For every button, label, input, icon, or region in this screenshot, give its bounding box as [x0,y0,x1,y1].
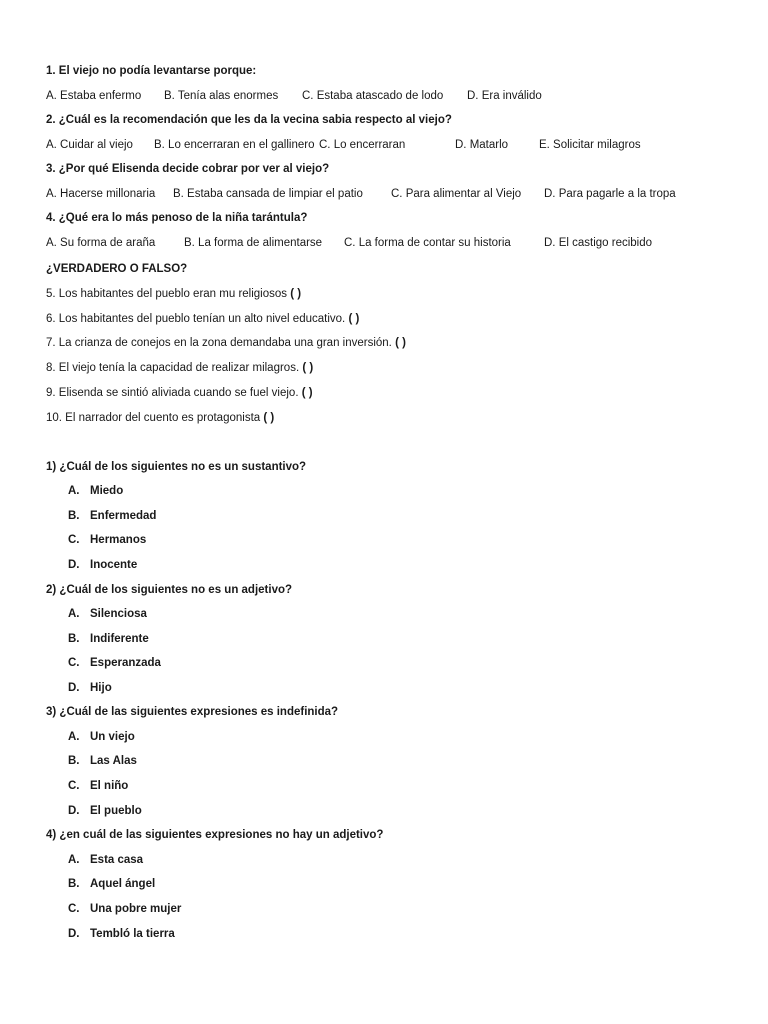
option-text: Inocente [90,559,138,571]
tf-item [46,385,313,401]
option: D. Para pagarle a la tropa [544,188,676,200]
option-letter: B. [68,878,80,890]
option-letter: D. [68,559,80,571]
option: B. La forma de alimentarse [184,237,323,249]
option: B. Lo encerraran en el gallinero [154,139,315,151]
list-item [68,852,143,868]
answer-blank[interactable]: ( ) [395,337,406,349]
option: E. Solicitar milagros [539,139,641,151]
option-letter: B. [68,755,80,767]
option-letter: D. [68,928,80,940]
option: B. Tenía alas enormes [164,90,279,102]
option-letter: D. [68,805,80,817]
grammar-question-2: 2) ¿Cuál de los siguientes no es un adjetivo? [46,584,293,596]
tf-item-text: 6. Los habitantes del pueblo tenían un alto nivel educativo. [46,313,346,325]
question-2: 2. ¿Cuál es la recomendación que les da la vecina sabia respecto al viejo? [46,114,452,126]
true-false-heading: ¿VERDADERO O FALSO? [46,263,188,275]
option-letter: B. [68,510,80,522]
answer-blank[interactable]: ( ) [301,387,313,399]
tf-item-text: 5. Los habitantes del pueblo eran mu religiosos [46,288,288,300]
list-item [68,901,181,917]
list-item [68,606,147,622]
option-letter: A. [68,731,80,743]
option-text: Miedo [90,485,124,497]
list-item [68,876,155,892]
option-letter: D. [68,682,80,694]
list-item [68,753,137,769]
question-3: 3. ¿Por qué Elisenda decide cobrar por ver al viejo? [46,163,330,175]
list-item [68,483,123,499]
tf-item [46,360,313,376]
tf-item-text: 8. El viejo tenía la capacidad de realizar milagros. [46,362,300,374]
list-item [68,508,156,524]
list-item [68,803,142,819]
option-text: Hermanos [90,534,147,546]
tf-item [46,311,359,327]
option: D. El castigo recibido [544,237,653,249]
tf-item [46,286,301,302]
option: A. Estaba enfermo [46,90,142,102]
option-text: El niño [90,780,129,792]
grammar-question-1: 1) ¿Cuál de los siguientes no es un sustantivo? [46,461,307,473]
option-text: Una pobre mujer [90,903,182,915]
option: C. Lo encerraran [319,139,406,151]
option-letter: C. [68,657,80,669]
option-text: Aquel ángel [90,878,156,890]
option-text: Silenciosa [90,608,147,620]
option-text: Hijo [90,682,112,694]
question-2-options [46,137,641,153]
list-item [68,631,149,647]
option-text: Esperanzada [90,657,161,669]
option-letter: C. [68,780,80,792]
option: C. Para alimentar al Viejo [391,188,522,200]
list-item [68,926,175,942]
question-3-options [46,186,676,202]
question-4-options [46,235,652,251]
option-text: Las Alas [90,755,137,767]
option-text: Tembló la tierra [90,928,175,940]
tf-item [46,410,274,426]
option-text: Esta casa [90,854,144,866]
tf-item-text: 10. El narrador del cuento es protagonista [46,412,261,424]
answer-blank[interactable]: ( ) [348,313,360,325]
option: D. Matarlo [455,139,509,151]
option-letter: A. [68,608,80,620]
option-letter: C. [68,534,80,546]
list-item [68,557,137,573]
answer-blank[interactable]: ( ) [263,412,275,424]
answer-blank[interactable]: ( ) [290,288,302,300]
option: D. Era inválido [467,90,542,102]
answer-blank[interactable]: ( ) [302,362,314,374]
list-item [68,532,146,548]
grammar-question-4: 4) ¿en cuál de las siguientes expresiones no hay un adjetivo? [46,829,384,841]
tf-item-text: 9. Elisenda se sintió aliviada cuando se fuel viejo. [46,387,299,399]
option-letter: B. [68,633,80,645]
option-text: Enfermedad [90,510,157,522]
option: A. Hacerse millonaria [46,188,156,200]
option-text: El pueblo [90,805,142,817]
list-item [68,729,135,745]
list-item [68,778,128,794]
tf-item-text: 7. La crianza de conejos en la zona demandaba una gran inversión. [46,337,392,349]
option-text: Un viejo [90,731,135,743]
tf-item [46,335,406,351]
option-letter: A. [68,854,80,866]
option-text: Indiferente [90,633,149,645]
option-letter: A. [68,485,80,497]
question-1-options [46,88,542,104]
question-1: 1. El viejo no podía levantarse porque: [46,65,257,77]
option: A. Su forma de araña [46,237,156,249]
question-4: 4. ¿Qué era lo más penoso de la niña tarántula? [46,212,308,224]
option: C. Estaba atascado de lodo [302,90,444,102]
list-item [68,680,112,696]
grammar-question-3: 3) ¿Cuál de las siguientes expresiones es indefinida? [46,706,339,718]
option-letter: C. [68,903,80,915]
option: C. La forma de contar su historia [344,237,511,249]
option: B. Estaba cansada de limpiar el patio [173,188,363,200]
option: A. Cuidar al viejo [46,139,133,151]
list-item [68,655,161,671]
